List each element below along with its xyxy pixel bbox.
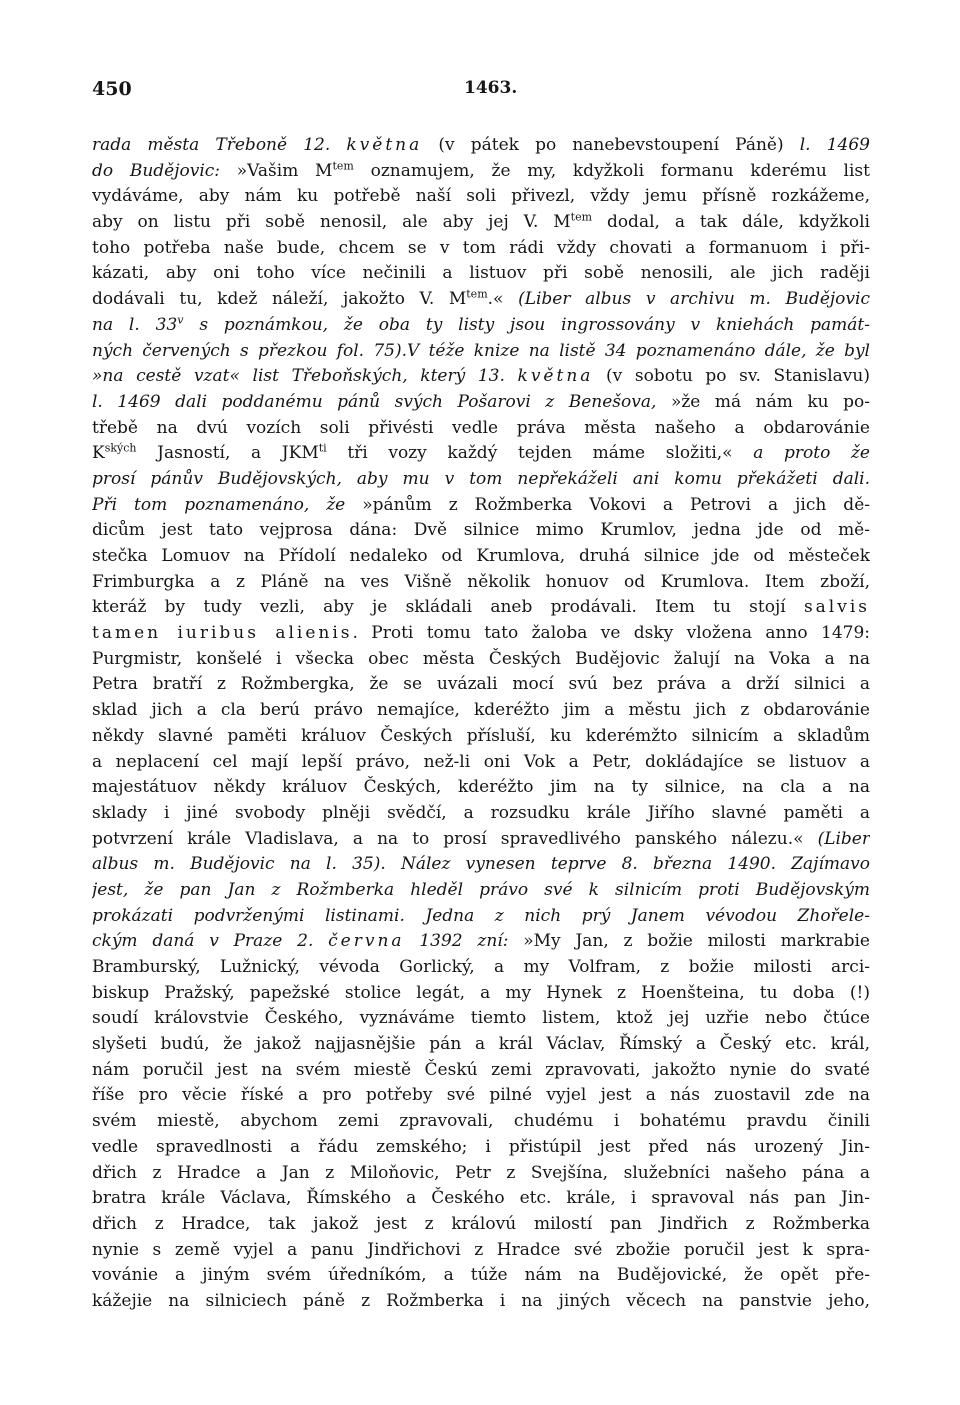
text-segment: Při tom poznamenáno, že <box>92 494 363 515</box>
text-segment: aby on listu při sobě nenosil, ale aby jej V. M <box>92 212 571 233</box>
text-segment: a proto že <box>753 443 870 464</box>
text-segment: prosí pánův Budějovských, aby mu v tom nepřekáželi ani komu překážeti dali. <box>92 468 870 489</box>
text-line <box>92 518 870 544</box>
text-segment: dodal, a tak dále, kdyžkoli <box>592 212 870 233</box>
text-line <box>92 1161 870 1187</box>
text-segment: Petra bratří z Rožmbergka, že se uvázali mocí svú bez práva a drží silnici a <box>92 674 870 695</box>
text-segment: biskup Pražský, papežské stolice legát, a my Hynek z Hoenšteina, tu doba (!) <box>92 982 870 1003</box>
text-line <box>92 467 870 493</box>
text-line <box>92 544 870 570</box>
text-segment: nynie s země vyjel a panu Jindřichovi z Hradce své zbožie poručil jest k spra- <box>92 1239 870 1260</box>
text-segment: června <box>328 931 405 952</box>
text-segment: dicům jest tato vejprosa dána: Dvě silnice mimo Krumlov, jedna jde od mě- <box>92 520 870 541</box>
text-segment: soudí královstvie Českého, vyznáváme tiemto listem, ktož jej uzřie nebo čtúce <box>92 1008 870 1029</box>
text-segment: .« <box>487 289 519 310</box>
text-segment: potvrzení krále Vladislava, a na to prosí spravedlivého panského nálezu.« <box>92 828 818 849</box>
text-line <box>92 955 870 981</box>
text-segment: do Budějovic: <box>92 160 237 181</box>
text-segment: kážejie na silniciech páně z Rožmberka i na jiných věcech na panstvie jeho, <box>92 1290 870 1311</box>
text-line <box>92 1032 870 1058</box>
text-line <box>92 1212 870 1238</box>
text-segment: vedle spravedlnosti a řádu zemského; i přistúpil jest před nás urozený Jin- <box>92 1136 870 1157</box>
text-segment: slyšeti budú, že jakož najjasnějšie pán a král Václav, Římský a Český etc. král, <box>92 1034 870 1055</box>
text-segment: majestátuov někdy králuov Českých, kderéžto jim na ty silnice, na cla a na <box>92 777 870 798</box>
text-segment: května <box>346 135 423 155</box>
superscript-abbreviation: ti <box>318 441 327 455</box>
superscript-abbreviation: ských <box>104 441 137 455</box>
text-segment: Jasností, a JKM <box>136 443 319 464</box>
text-segment: (v pátek po nanebevstoupení Páně) <box>422 135 800 155</box>
text-segment: vydáváme, aby nám ku potřebě naší soli přivezl, vždy jemu přísně rozkážeme, <box>92 186 870 207</box>
text-segment: říše pro věcie říské a pro potřeby své pilné vyjel jest a nás zuostavil zde na <box>92 1085 870 1106</box>
text-segment: sklad jich a cla berú právo nemajíce, kderéžto jim a městu jich z obdarovánie <box>92 700 870 721</box>
text-line <box>92 929 870 955</box>
text-segment: l. 1469 dali poddanému pánů svých Pošarovi z Benešova, <box>92 391 671 412</box>
text-line <box>92 1135 870 1161</box>
text-line <box>92 621 870 647</box>
text-line <box>92 1289 870 1315</box>
text-line <box>92 647 870 673</box>
text-segment: »na cestě vzat« list Třeboňských, který 13. <box>92 366 518 387</box>
text-line <box>92 390 870 416</box>
text-line <box>92 1058 870 1084</box>
superscript-abbreviation: tem <box>570 210 593 224</box>
text-line <box>92 801 870 827</box>
text-segment: oznamujem, že my, kdyžkoli formanu kderému list <box>353 160 870 181</box>
text-line <box>92 724 870 750</box>
text-segment: třebě na dvú vozích soli přivésti vedle práva města našeho a obdarovánie <box>92 417 870 438</box>
text-line <box>92 261 870 287</box>
text-line <box>92 364 870 390</box>
text-segment: »Vašim M <box>236 160 333 181</box>
text-line <box>92 904 870 930</box>
text-segment: toho potřeba naše bude, chcem se v tom rádi vždy chovati a formanuom i při- <box>92 237 870 258</box>
text-line <box>92 1083 870 1109</box>
text-segment: vovánie a jiným svém úředníkóm, a túže nám na Budějovické, že opět pře- <box>92 1265 870 1286</box>
text-segment: 1392 zní: <box>404 931 524 952</box>
text-segment: (v sobotu po sv. Stanislavu) <box>593 366 870 387</box>
text-segment: . Proti tomu tato žaloba ve dsky vložena anno 1479: <box>352 623 870 644</box>
text-segment: na l. 33 <box>92 314 178 335</box>
text-line <box>92 133 870 159</box>
text-line <box>92 595 870 621</box>
text-segment: »My Jan, z božie milosti markrabie <box>523 931 870 952</box>
text-line <box>92 698 870 724</box>
text-segment: (Liber albus v archivu m. Budějovic <box>518 289 870 310</box>
text-segment: l. 1469 <box>799 135 870 155</box>
text-line <box>92 750 870 776</box>
superscript-abbreviation: v <box>177 313 184 327</box>
text-line <box>92 981 870 1007</box>
text-line <box>92 416 870 442</box>
text-line <box>92 1006 870 1032</box>
text-segment: »pánům z Rožmberka Vokovi a Petrovi a jich dě- <box>362 494 870 515</box>
text-line <box>92 236 870 262</box>
text-segment: sklady i jiné svobody plněji svědčí, a rozsudku krále Jiřího slavné paměti a <box>92 802 870 823</box>
text-segment: ných červených s přezkou fol. 75).V téže knize na listě 34 poznamenáno dále, že byl <box>92 340 870 361</box>
text-segment: salvis <box>803 597 870 618</box>
text-segment: »že má nám ku po- <box>670 391 870 412</box>
text-segment: Frimburgka a z Pláně na ves Višně několik honuov od Krumlova. Item zboží, <box>92 571 870 592</box>
text-segment: stečka Lomuov na Přídolí nedaleko od Krumlova, druhá silnice jde od městeček <box>92 546 870 566</box>
text-segment: tři vozy každý tejden máme složiti,« <box>326 443 754 464</box>
text-segment: Purgmistr, konšelé i všecka obec města Českých Budějovic žalují na Voka a na <box>92 648 870 669</box>
text-line <box>92 313 870 339</box>
text-line <box>92 1238 870 1264</box>
page-number: 450 <box>92 78 132 100</box>
text-line <box>92 852 870 878</box>
page-header <box>92 78 872 102</box>
text-line <box>92 1263 870 1289</box>
text-line <box>92 159 870 185</box>
text-line <box>92 184 870 210</box>
text-segment: tamen iuribus alienis <box>92 623 353 644</box>
text-line <box>92 339 870 365</box>
text-segment: někdy slavné paměti králuov Českých přísluší, ku kderémžto silnicím a skladům <box>92 725 870 746</box>
text-line <box>92 1186 870 1212</box>
text-segment: a neplacení cel mají lepší právo, než-li oni Vok a Petr, dokládajíce se listuov a <box>92 751 870 772</box>
text-line <box>92 287 870 313</box>
text-line <box>92 827 870 853</box>
text-segment: ckým daná v Praze 2. <box>92 931 329 952</box>
text-line <box>92 493 870 519</box>
text-segment: dodávali tu, kdež náleží, jakožto V. M <box>92 289 467 310</box>
text-segment: (Liber <box>817 828 870 849</box>
text-segment: dřich z Hradce, tak jakož jest z královú milostí pan Jindřich z Rožmberka <box>92 1213 870 1234</box>
body-text <box>92 133 870 1315</box>
text-line <box>92 210 870 236</box>
text-line <box>92 441 870 467</box>
text-segment: kteráž by tudy vezli, aby je skládali aneb prodávali. Item tu stojí <box>92 597 804 618</box>
text-segment: května <box>517 366 594 387</box>
superscript-abbreviation: tem <box>466 287 488 301</box>
text-line <box>92 570 870 596</box>
text-segment: bratra krále Václava, Římského a Českého etc. krále, i spravoval nás pan Jin- <box>92 1188 870 1209</box>
text-segment: dřich z Hradce a Jan z Miloňovic, Petr z Svejšína, služebníci našeho pána a <box>92 1162 870 1183</box>
text-segment: prokázati podvrženými listinami. Jedna z nich prý Janem vévodou Zhořele- <box>92 905 870 926</box>
text-segment: kázati, aby oni toho více nečinili a listuov při sobě nenosili, ale jich raději <box>92 263 870 284</box>
superscript-abbreviation: tem <box>332 159 354 173</box>
text-line <box>92 672 870 698</box>
text-segment: s poznámkou, že oba ty listy jsou ingrossovány v kniehách památ- <box>183 314 870 335</box>
text-line <box>92 1109 870 1135</box>
running-head-year: 1463. <box>464 78 518 98</box>
text-segment: Bramburský, Lužnický, vévoda Gorlický, a my Volfram, z božie milosti arci- <box>92 957 870 977</box>
text-segment: svém miestě, abychom zemi zpravovali, chudému i bohatému pravdu činili <box>92 1111 870 1132</box>
text-segment: nám poručil jest na svém miestě Českú zemi zpravovati, jakožto nynie do svaté <box>92 1059 870 1080</box>
text-segment: albus m. Budějovic na l. 35). Nález vynesen teprve 8. března 1490. Zajímavo <box>92 854 870 875</box>
text-line <box>92 775 870 801</box>
text-segment: jest, že pan Jan z Rožmberka hleděl právo své k silnicím proti Budějovským <box>92 879 870 900</box>
text-segment: K <box>92 443 105 464</box>
text-line <box>92 878 870 904</box>
text-segment: rada města Třeboně 12. <box>92 135 347 155</box>
